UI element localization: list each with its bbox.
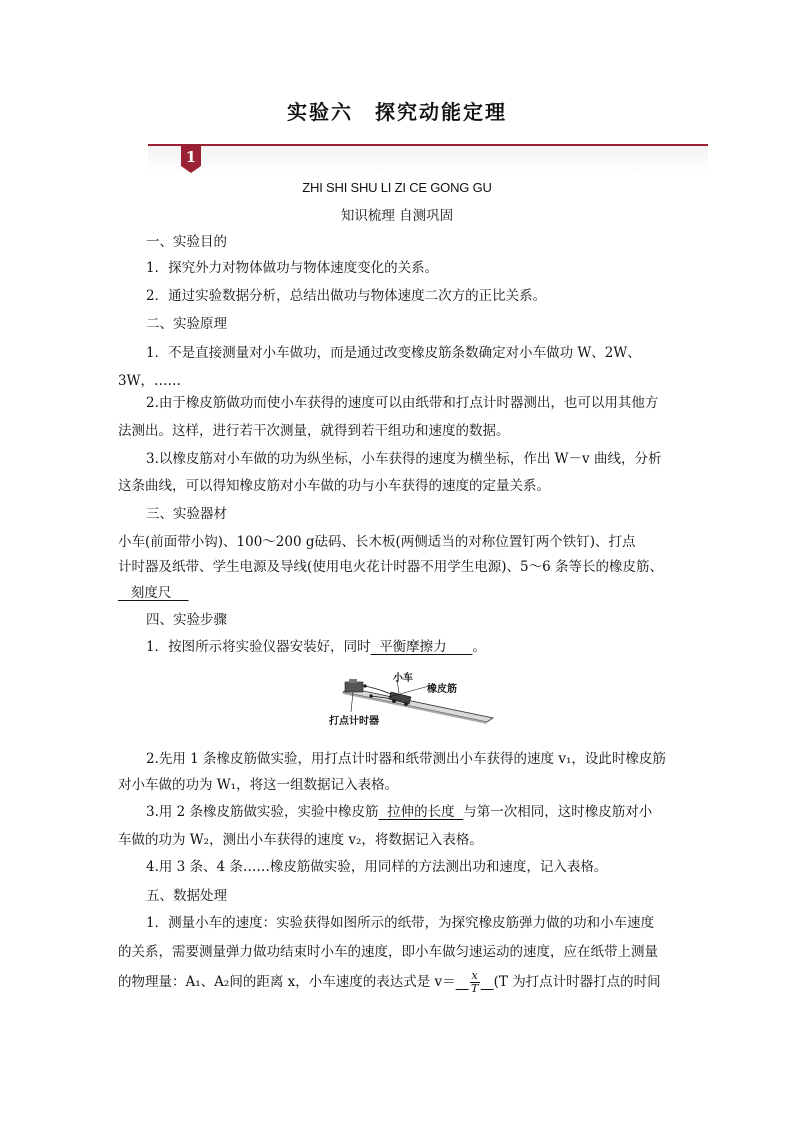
paragraph: 车做的功为 W₂，测出小车获得的速度 v₂，将数据记入表格。 bbox=[118, 832, 483, 848]
paragraph bbox=[118, 583, 189, 603]
heading-purpose: 一、实验目的 bbox=[146, 234, 227, 250]
section-divider-line bbox=[148, 144, 708, 146]
paragraph: 1．测量小车的速度：实验获得如图所示的纸带，为探究橡皮筋弹力做的功和小车速度 bbox=[146, 915, 655, 931]
section-pinyin: ZHI SHI SHU LI ZI CE GONG GU bbox=[302, 180, 492, 195]
paragraph: 小车(前面带小钩)、100～200 g砝码、长木板(两侧适当的对称位置钉两个铁钉)、打点 bbox=[118, 534, 636, 550]
paragraph: 3.以橡皮筋对小车做的功为纵坐标，小车获得的速度为横坐标，作出 W－v 曲线，分析 bbox=[146, 451, 662, 467]
answer-blank: 拉伸的长度 bbox=[387, 804, 455, 820]
heading-principle: 二、实验原理 bbox=[146, 316, 227, 332]
paragraph: 计时器及纸带、学生电源及导线(使用电火花计时器不用学生电源)、5～6 条等长的橡皮筋、 bbox=[118, 559, 664, 575]
page-title bbox=[0, 96, 794, 125]
apparatus-figure bbox=[325, 672, 495, 727]
paragraph: 2．通过实验数据分析，总结出做功与物体速度二次方的正比关系。 bbox=[146, 288, 547, 304]
paragraph: 对小车做的功为 W₁，将这一组数据记入表格。 bbox=[118, 777, 399, 793]
section-number-badge bbox=[181, 146, 201, 172]
paragraph: 1．按图所示将实验仪器安装好，同时 平衡摩擦力 。 bbox=[146, 639, 486, 655]
paragraph: 2.由于橡皮筋做功而使小车获得的速度可以由纸带和打点计时器测出，也可以用其他方 bbox=[146, 395, 659, 411]
paragraph: 的关系，需要测量弹力做功结束时小车的速度，即小车做匀速运动的速度，应在纸带上测量 bbox=[118, 944, 658, 960]
paragraph: 3.用 2 条橡皮筋做实验，实验中橡皮筋 拉伸的长度 与第一次相同，这时橡皮筋对小 bbox=[146, 804, 653, 820]
answer-blank: 平衡摩擦力 bbox=[379, 639, 447, 655]
section-subtitle: 知识梳理 自测巩固 bbox=[340, 208, 454, 224]
paragraph: 3W，…… bbox=[118, 373, 181, 389]
velocity-fraction: $\frac{x}{T}$ bbox=[470, 969, 479, 995]
section-header-bar bbox=[148, 144, 708, 176]
figure-label-rubber-band: 橡皮筋 bbox=[427, 684, 457, 695]
paragraph: 1．不是直接测量对小车做功，而是通过改变橡皮筋条数确定对小车做功 W、2W、 bbox=[146, 345, 641, 361]
figure-label-timer: 打点计时器 bbox=[329, 716, 379, 727]
section-number: 1 bbox=[185, 148, 197, 166]
answer-blank bbox=[456, 969, 494, 995]
title-experiment-name: 探究动能定理 bbox=[375, 100, 507, 124]
heading-equipment: 三、实验器材 bbox=[146, 506, 227, 522]
paragraph: 这条曲线，可以得知橡皮筋对小车做的功与小车获得的速度的定量关系。 bbox=[118, 478, 550, 494]
paragraph: 1．探究外力对物体做功与物体速度变化的关系。 bbox=[146, 260, 439, 276]
paragraph: 2.先用 1 条橡皮筋做实验，用打点计时器和纸带测出小车获得的速度 v₁，设此时橡皮筋 bbox=[146, 751, 666, 767]
heading-steps: 四、实验步骤 bbox=[146, 612, 227, 628]
figure-label-car: 小车 bbox=[393, 673, 413, 684]
paragraph: 4.用 3 条、4 条……橡皮筋做实验，用同样的方法测出功和速度，记入表格。 bbox=[146, 859, 608, 875]
heading-data-processing: 五、数据处理 bbox=[146, 888, 227, 904]
answer-blank: 刻度尺 bbox=[130, 585, 172, 601]
paragraph: 的物理量：A₁、A₂间的距离 x，小车速度的表达式是 v＝ $\frac{x}{T}$ (T 为打点计时器打点的时间 bbox=[118, 969, 661, 995]
paragraph: 法测出。这样，进行若干次测量，就得到若干组功和速度的数据。 bbox=[118, 423, 510, 439]
title-experiment-number: 实验六 bbox=[287, 100, 353, 124]
